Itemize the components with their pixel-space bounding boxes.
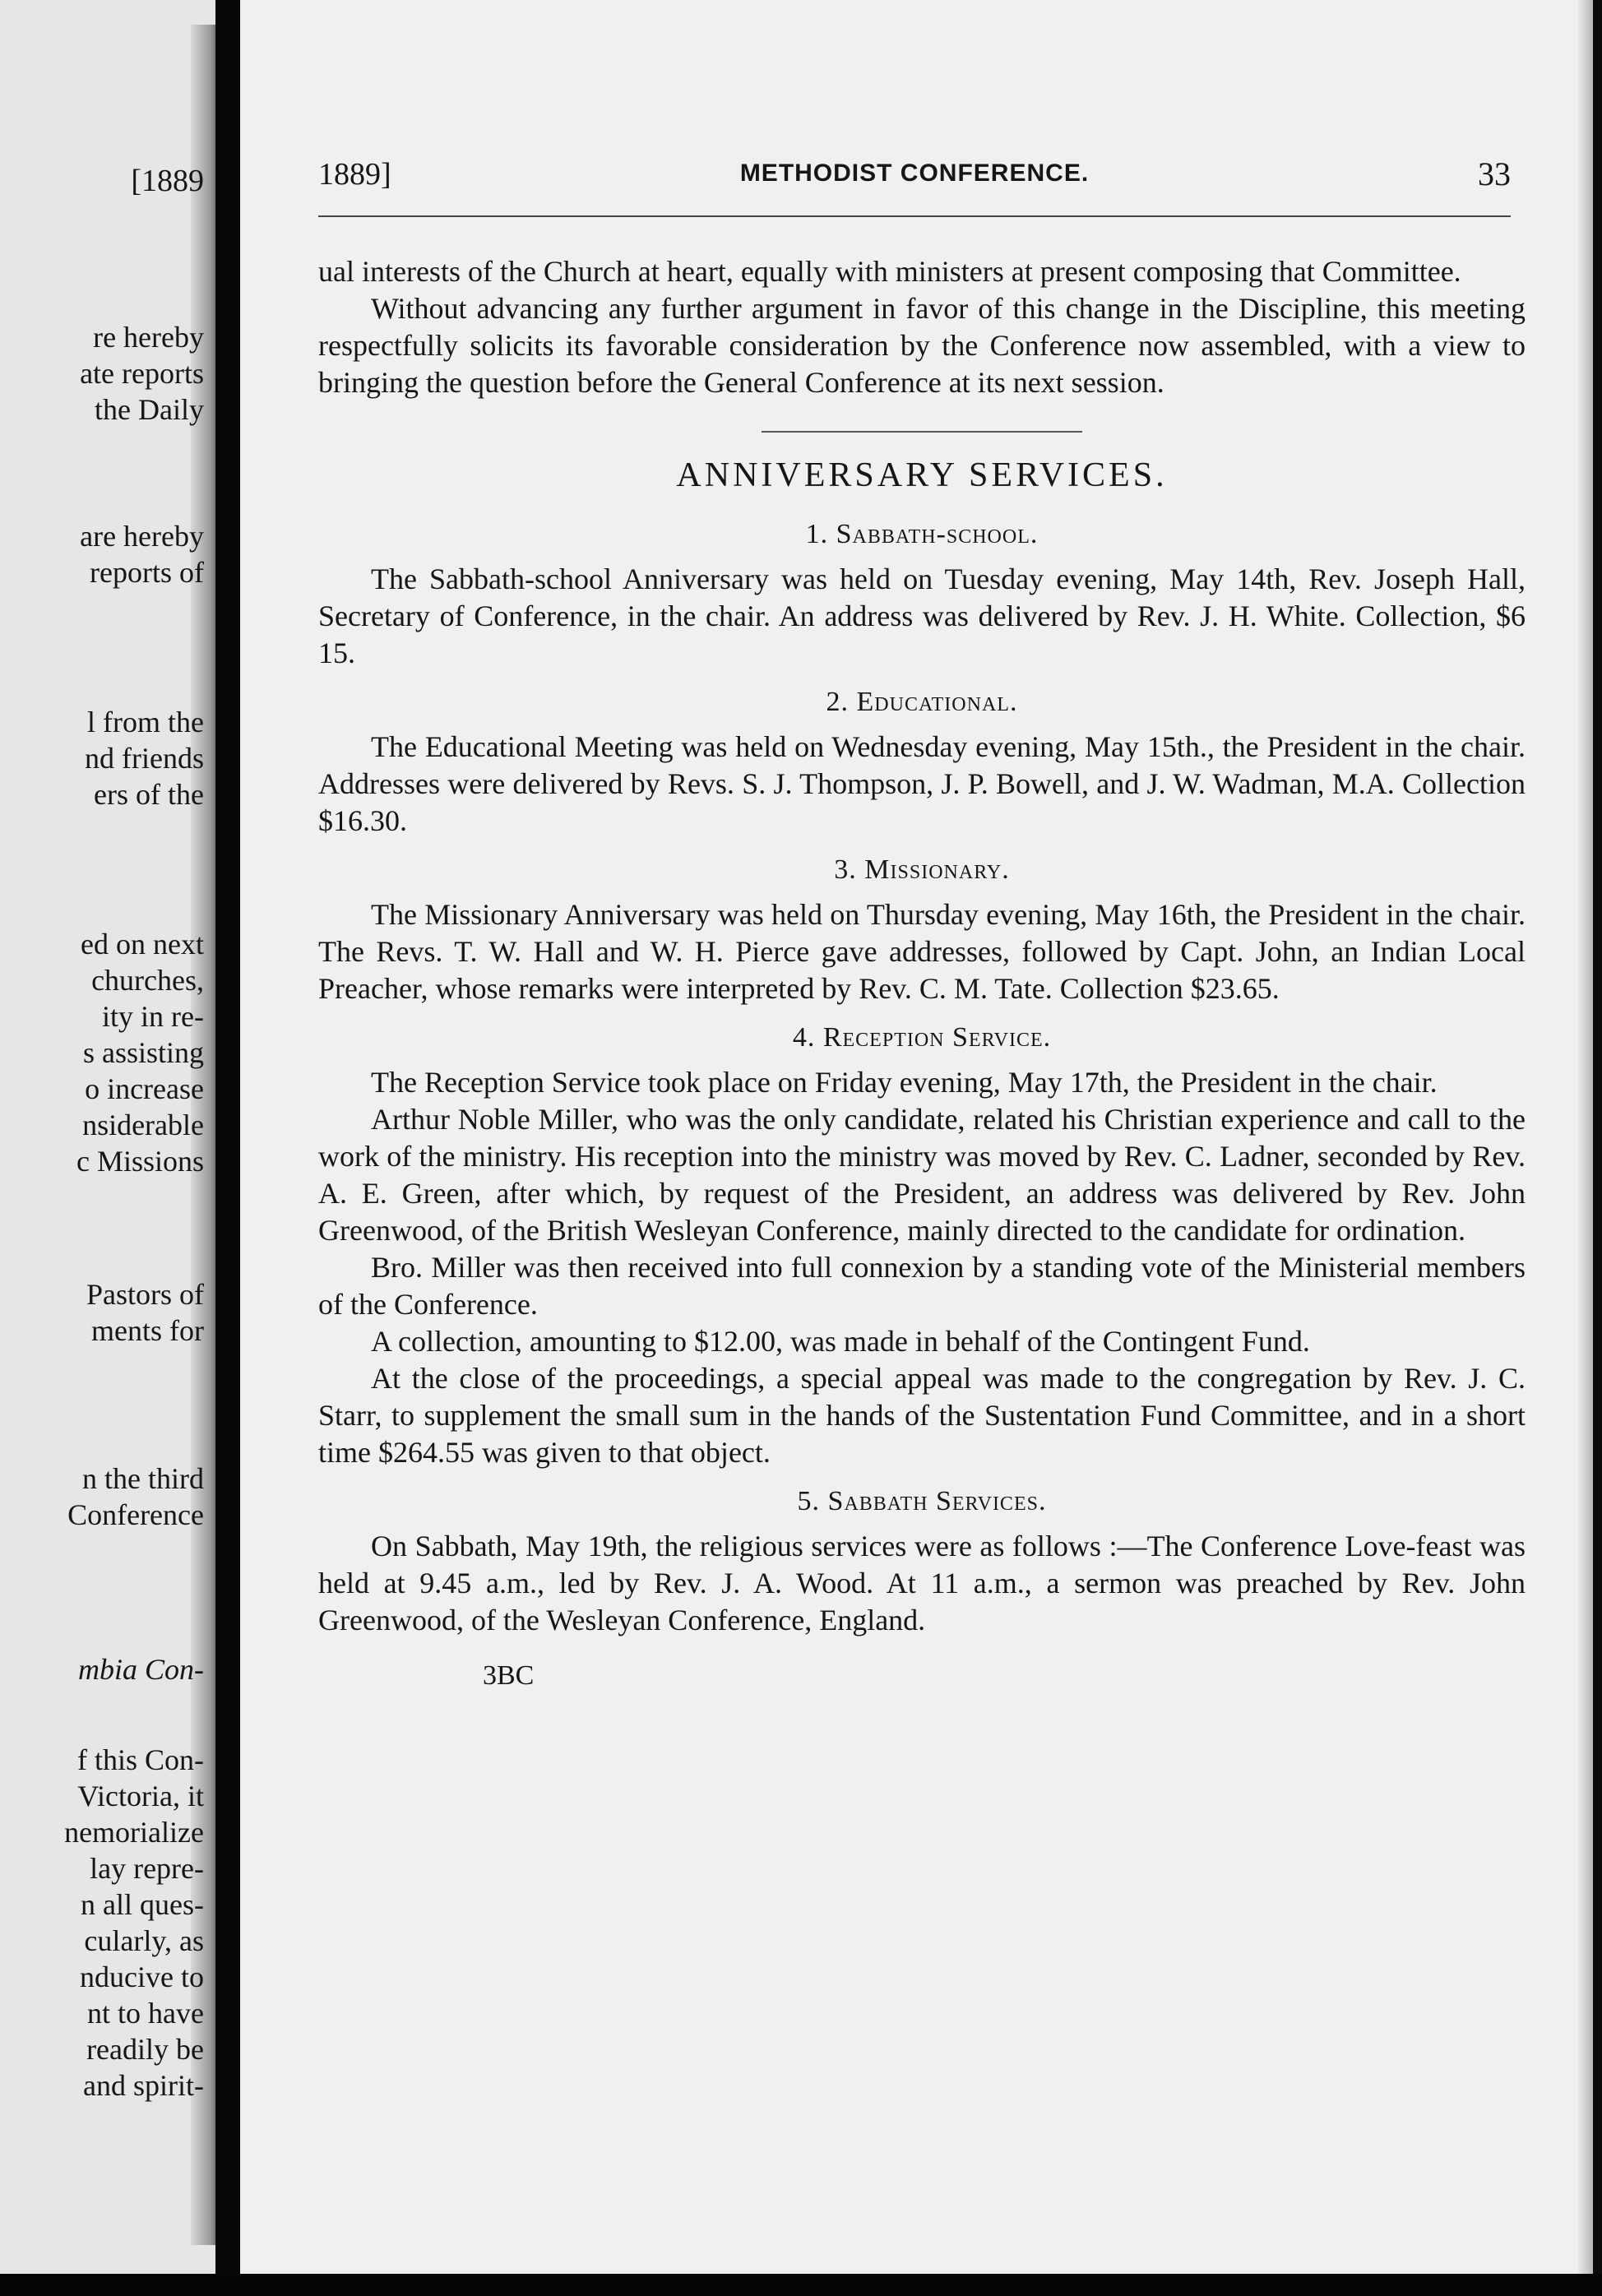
left-facing-page (0, 0, 215, 2296)
left-line: readily be (86, 2033, 204, 2066)
left-line: reports of (90, 556, 204, 589)
running-head-title: METHODIST CONFERENCE. (739, 160, 1090, 187)
left-line: ed on next (81, 928, 204, 961)
subsection-paragraph: The Reception Service took place on Friday evening, May 17th, the President in the chair. (371, 1066, 1438, 1099)
bottom-edge (0, 2274, 1602, 2296)
subsection-heading: 3. Missionary. (834, 854, 1010, 885)
subsection-paragraph: The Educational Meeting was held on Wednesday evening, May 15th., the President in the chair. Addresses were delivered by Revs. S. J. Thompson, J. P. Bowell, and J. W. Wadman, M.A. Collection $16.30. (318, 730, 1526, 837)
left-line: nducive to (80, 1960, 204, 1993)
subsection-paragraph: Bro. Miller was then received into full connexion by a standing vote of the Ministerial members of the Conference. (318, 1251, 1526, 1321)
header-rule (318, 215, 1511, 217)
left-line: ments for (91, 1314, 204, 1347)
left-line: mbia Con- (78, 1653, 204, 1686)
page-body (318, 253, 1526, 1694)
left-line: c Missions (76, 1145, 204, 1178)
left-line: and spirit- (83, 2069, 204, 2102)
section-title: ANNIVERSARY SERVICES. (676, 456, 1168, 494)
left-line: s assisting (82, 1036, 204, 1069)
subsection-paragraph: The Sabbath-school Anniversary was held on Tuesday evening, May 14th, Rev. Joseph Hall, Secretary of Conference, in the chair. An address was delivered by Rev. J. H. White. Collection, $6 15. (318, 562, 1526, 669)
subsection-paragraph: A collection, amounting to $12.00, was made in behalf of the Contingent Fund. (371, 1325, 1310, 1358)
subsection-heading: 5. Sabbath Services. (797, 1486, 1047, 1516)
subsection-paragraph: On Sabbath, May 19th, the religious services were as follows :—The Conference Love-feast was held at 9.45 a.m., led by Rev. J. A. Wood. At 11 a.m., a sermon was preached by Rev. John Greenwood, of the Wesleyan Conference, England. (318, 1530, 1526, 1636)
left-line: nsiderable (82, 1109, 204, 1141)
left-line: ate reports (80, 357, 204, 390)
book-gutter (215, 0, 240, 2296)
section-divider (762, 431, 1082, 433)
left-line: the Daily (95, 393, 204, 426)
left-line: churches, (91, 964, 204, 997)
subsection-heading: 2. Educational. (826, 687, 1018, 717)
left-line: f this Con- (76, 1743, 204, 1776)
signature-mark: 3BC (483, 1660, 535, 1691)
intro-paragraph: Without advancing any further argument in favor of this change in the Discipline, this meeting respectfully solicits its favorable consideration by the Conference now assembled, with a view to bringing the question before the General Conference at its next session. (318, 292, 1526, 399)
subsection-heading: 1. Sabbath-school. (805, 519, 1039, 549)
left-line: nt to have (87, 1997, 204, 2030)
running-head-year: 1889] (318, 157, 391, 192)
page-number: 33 (1478, 155, 1511, 192)
left-line: l from the (87, 706, 204, 738)
left-line: nemorialize (64, 1816, 204, 1849)
running-head (318, 156, 1511, 206)
left-line: Victoria, it (77, 1780, 204, 1812)
subsection-paragraph: At the close of the proceedings, a special appeal was made to the congregation by Rev. J. C. Starr, to supplement the small sum in the hands of the Sustentation Fund Committee, and in a short time $264.55 was given to that object. (318, 1362, 1526, 1469)
subsection-heading: 4. Reception Service. (792, 1022, 1052, 1053)
left-line: ers of the (94, 778, 204, 811)
left-line: re hereby (93, 321, 204, 354)
left-line: cularly, as (84, 1924, 204, 1957)
main-page (240, 0, 1593, 2274)
left-line: n all ques- (81, 1888, 204, 1921)
left-line: o increase (85, 1072, 204, 1105)
left-line: lay repre- (90, 1852, 204, 1885)
page-edge-shadow (1578, 0, 1593, 2274)
left-line: Conference (67, 1498, 204, 1531)
left-line: Pastors of (86, 1278, 204, 1311)
subsection-paragraph: Arthur Noble Miller, who was the only candidate, related his Christian experience and call to the work of the ministry. His reception into the ministry was moved by Rev. C. Ladner, seconded by Rev. A. E. Green, after which, by request of the President, an address was delivered by Rev. John Greenwood, of the British Wesleyan Conference, mainly directed to the candidate for ordination. (318, 1103, 1526, 1247)
left-line: are hereby (80, 520, 204, 553)
subsection-paragraph: The Missionary Anniversary was held on Thursday evening, May 16th, the President in the chair. The Revs. T. W. Hall and W. H. Pierce gave addresses, followed by Capt. John, an Indian Local Preacher, whose remarks were interpreted by Rev. C. M. Tate. Collection $23.65. (318, 898, 1526, 1005)
left-line: nd friends (85, 742, 204, 775)
intro-paragraph: ual interests of the Church at heart, equally with ministers at present composing that Committee. (318, 255, 1461, 288)
right-edge (1593, 0, 1602, 2296)
left-line: ity in re- (102, 1000, 204, 1033)
left-running-head: [1889 (131, 164, 204, 198)
left-line: n the third (82, 1462, 204, 1495)
